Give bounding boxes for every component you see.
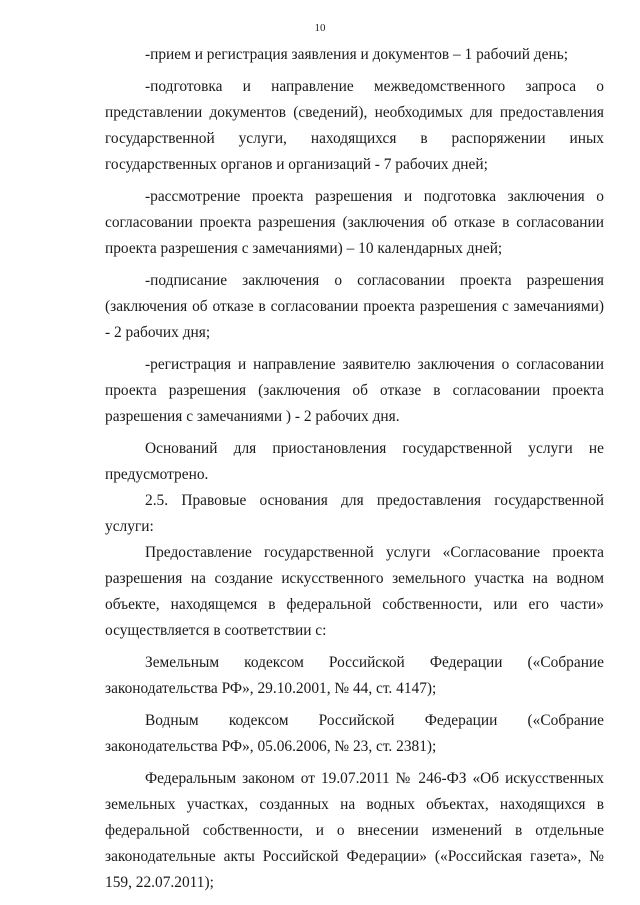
paragraph-water-code: Водным кодексом Российской Федерации («Собрание законодательства РФ», 05.06.2006, № 23, ст. 2381); [105, 712, 604, 755]
page-number: 10 [314, 22, 326, 34]
document-body [105, 42, 604, 896]
paragraph-no-suspension: Оснований для приостановления государственной услуги не предусмотрено. [105, 440, 604, 483]
paragraph-step-reception: -прием и регистрация заявления и документов – 1 рабочий день; [145, 46, 569, 63]
paragraph-federal-law: Федеральным законом от 19.07.2011 № 246-ФЗ «Об искусственных земельных участках, созданных на водных объектах, находящихся в федеральной собственности, и о внесении изменений в отдельные законодательные акты Российской Федерации» («Российская газета», № 159, 22.07.2011); [105, 770, 604, 891]
paragraph-step-signing: -подписание заключения о согласовании проекта разрешения (заключения об отказе в согласовании проекта разрешения с замечаниями) - 2 рабочих дня; [105, 272, 604, 341]
paragraph-service-basis: Предоставление государственной услуги «Согласование проекта разрешения на создание искусственного земельного участка на водном объекте, находящемся в федеральной собственности, или его части» осуществляется в соответствии с: [105, 544, 604, 639]
section-heading-legal-basis: 2.5. Правовые основания для предоставления государственной услуги: [105, 492, 604, 535]
paragraph-land-code: Земельным кодексом Российской Федерации («Собрание законодательства РФ», 29.10.2001, № 44, ст. 4147); [105, 654, 604, 697]
paragraph-step-interagency-request: -подготовка и направление межведомственного запроса о представлении документов (сведений), необходимых для предоставления государственной услуги, находящихся в распоряжении иных государственных органов и организаций - 7 рабочих дней; [105, 78, 604, 173]
paragraph-step-review: -рассмотрение проекта разрешения и подготовка заключения о согласовании проекта разрешения (заключения об отказе в согласовании проекта разрешения с замечаниями) – 10 календарных дней; [105, 188, 604, 257]
paragraph-step-registration: -регистрация и направление заявителю заключения о согласовании проекта разрешения (заключения об отказе в согласовании проекта разрешения с замечаниями ) - 2 рабочих дня. [105, 356, 604, 425]
